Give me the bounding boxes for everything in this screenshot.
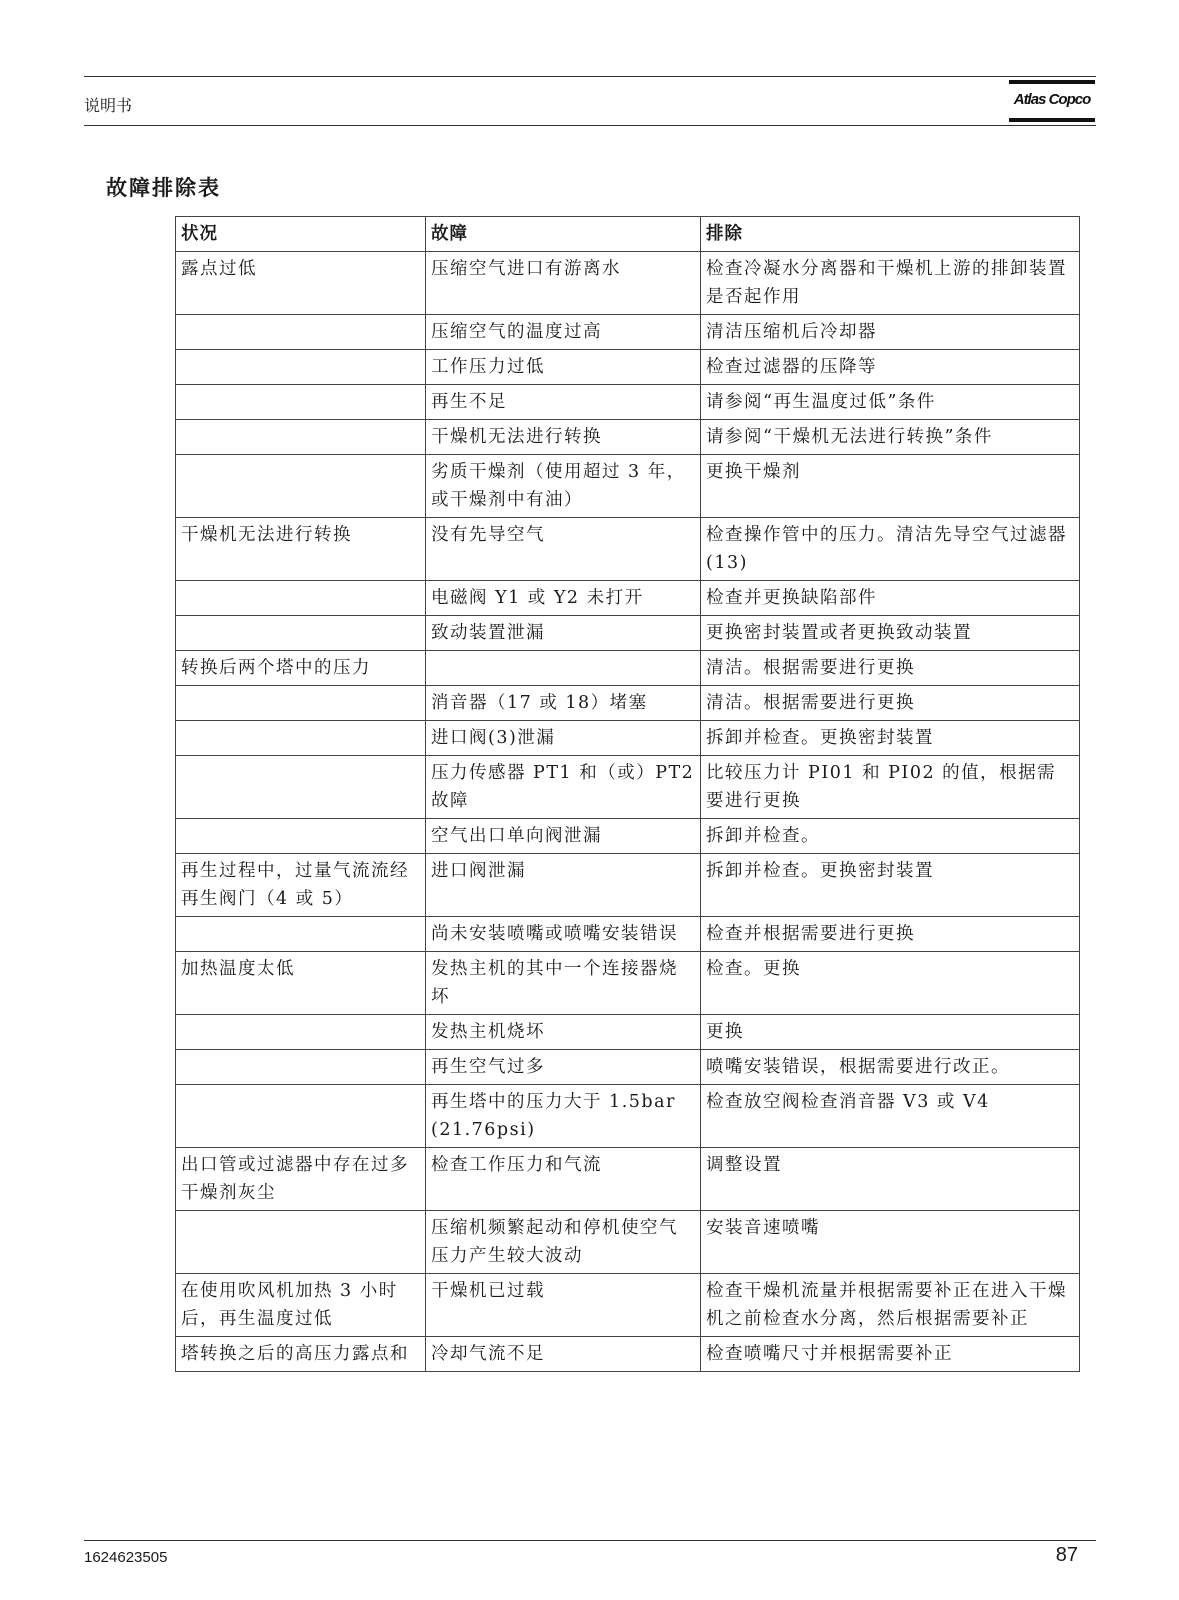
cell-remedy: 请参阅“再生温度过低”条件 — [701, 385, 1080, 420]
table-row — [176, 1050, 1080, 1085]
cell-remedy: 调整设置 — [701, 1148, 1080, 1211]
table-row — [176, 420, 1080, 455]
cell-fault: 压缩空气的温度过高 — [426, 315, 701, 350]
cell-condition — [176, 756, 426, 819]
table-row — [176, 252, 1080, 315]
cell-remedy: 检查冷凝水分离器和干燥机上游的排卸装置是否起作用 — [701, 252, 1080, 315]
cell-condition: 出口管或过滤器中存在过多干燥剂灰尘 — [176, 1148, 426, 1211]
troubleshooting-table — [175, 216, 1080, 1372]
cell-fault: 再生空气过多 — [426, 1050, 701, 1085]
cell-remedy: 检查放空阀检查消音器 V3 或 V4 — [701, 1085, 1080, 1148]
cell-fault: 压缩机频繁起动和停机使空气压力产生较大波动 — [426, 1211, 701, 1274]
cell-condition — [176, 1015, 426, 1050]
cell-fault: 发热主机烧坏 — [426, 1015, 701, 1050]
cell-fault: 劣质干燥剂（使用超过 3 年，或干燥剂中有油） — [426, 455, 701, 518]
footer-rule — [84, 1540, 1096, 1541]
table-row — [176, 315, 1080, 350]
cell-remedy: 拆卸并检查。更换密封装置 — [701, 854, 1080, 917]
cell-remedy: 检查。更换 — [701, 952, 1080, 1015]
cell-remedy: 安装音速喷嘴 — [701, 1211, 1080, 1274]
table-row — [176, 455, 1080, 518]
column-header-fault: 故障 — [426, 217, 701, 252]
cell-condition: 塔转换之后的高压力露点和 — [176, 1337, 426, 1372]
table-row — [176, 1015, 1080, 1050]
cell-condition: 再生过程中，过量气流流经再生阀门（4 或 5） — [176, 854, 426, 917]
cell-fault: 空气出口单向阀泄漏 — [426, 819, 701, 854]
table-row — [176, 581, 1080, 616]
table-body — [176, 252, 1080, 1372]
cell-condition — [176, 1050, 426, 1085]
table-row — [176, 616, 1080, 651]
column-header-remedy: 排除 — [701, 217, 1080, 252]
cell-condition — [176, 315, 426, 350]
header-bottom-rule — [84, 125, 1096, 126]
cell-fault: 再生塔中的压力大于 1.5bar (21.76psi) — [426, 1085, 701, 1148]
cell-fault: 消音器（17 或 18）堵塞 — [426, 686, 701, 721]
column-header-condition: 状况 — [176, 217, 426, 252]
cell-remedy: 比较压力计 PI01 和 PI02 的值，根据需要进行更换 — [701, 756, 1080, 819]
cell-condition: 在使用吹风机加热 3 小时后，再生温度过低 — [176, 1274, 426, 1337]
table-row — [176, 350, 1080, 385]
cell-remedy: 清洁压缩机后冷却器 — [701, 315, 1080, 350]
cell-fault: 电磁阀 Y1 或 Y2 未打开 — [426, 581, 701, 616]
table-row — [176, 651, 1080, 686]
cell-condition — [176, 721, 426, 756]
cell-remedy: 检查过滤器的压降等 — [701, 350, 1080, 385]
table-row — [176, 854, 1080, 917]
cell-remedy: 清洁。根据需要进行更换 — [701, 686, 1080, 721]
cell-condition — [176, 455, 426, 518]
table-row — [176, 1274, 1080, 1337]
table-row — [176, 686, 1080, 721]
cell-condition — [176, 1211, 426, 1274]
cell-condition — [176, 616, 426, 651]
cell-fault: 干燥机无法进行转换 — [426, 420, 701, 455]
cell-condition — [176, 1085, 426, 1148]
cell-remedy: 拆卸并检查。更换密封装置 — [701, 721, 1080, 756]
header-label: 说明书 — [84, 96, 133, 115]
cell-condition: 转换后两个塔中的压力 — [176, 651, 426, 686]
logo-bottom-bar — [1009, 118, 1095, 122]
cell-condition: 露点过低 — [176, 252, 426, 315]
cell-fault: 检查工作压力和气流 — [426, 1148, 701, 1211]
cell-condition — [176, 819, 426, 854]
cell-fault: 压缩空气进口有游离水 — [426, 252, 701, 315]
logo-top-bar — [1009, 80, 1095, 84]
page-number: 87 — [1055, 1544, 1078, 1566]
table-row — [176, 518, 1080, 581]
table-row — [176, 721, 1080, 756]
table-row — [176, 917, 1080, 952]
cell-fault — [426, 651, 701, 686]
cell-condition — [176, 686, 426, 721]
table-row — [176, 1085, 1080, 1148]
table-row — [176, 385, 1080, 420]
table-row — [176, 756, 1080, 819]
cell-condition — [176, 350, 426, 385]
table-row — [176, 1337, 1080, 1372]
cell-condition: 加热温度太低 — [176, 952, 426, 1015]
document-number: 1624623505 — [84, 1549, 168, 1566]
cell-remedy: 请参阅“干燥机无法进行转换”条件 — [701, 420, 1080, 455]
section-title: 故障排除表 — [106, 176, 221, 200]
header-top-rule — [84, 76, 1096, 77]
cell-fault: 干燥机已过载 — [426, 1274, 701, 1337]
cell-fault: 没有先导空气 — [426, 518, 701, 581]
cell-condition: 干燥机无法进行转换 — [176, 518, 426, 581]
atlas-copco-logo — [1009, 80, 1095, 126]
cell-fault: 工作压力过低 — [426, 350, 701, 385]
cell-condition — [176, 917, 426, 952]
cell-fault: 进口阀(3)泄漏 — [426, 721, 701, 756]
table-row — [176, 819, 1080, 854]
cell-remedy: 拆卸并检查。 — [701, 819, 1080, 854]
cell-remedy: 检查并更换缺陷部件 — [701, 581, 1080, 616]
cell-remedy: 更换 — [701, 1015, 1080, 1050]
cell-remedy: 更换密封装置或者更换致动装置 — [701, 616, 1080, 651]
cell-remedy: 检查操作管中的压力。清洁先导空气过滤器(13) — [701, 518, 1080, 581]
cell-condition — [176, 385, 426, 420]
cell-remedy: 清洁。根据需要进行更换 — [701, 651, 1080, 686]
cell-fault: 冷却气流不足 — [426, 1337, 701, 1372]
table-row — [176, 1148, 1080, 1211]
cell-fault: 再生不足 — [426, 385, 701, 420]
cell-condition — [176, 581, 426, 616]
cell-fault: 进口阀泄漏 — [426, 854, 701, 917]
cell-remedy: 喷嘴安装错误，根据需要进行改正。 — [701, 1050, 1080, 1085]
cell-remedy: 检查喷嘴尺寸并根据需要补正 — [701, 1337, 1080, 1372]
cell-remedy: 检查干燥机流量并根据需要补正在进入干燥机之前检查水分离，然后根据需要补正 — [701, 1274, 1080, 1337]
cell-condition — [176, 420, 426, 455]
logo-text: Atlas Copco — [1013, 91, 1091, 108]
cell-fault: 致动装置泄漏 — [426, 616, 701, 651]
table-row — [176, 952, 1080, 1015]
cell-remedy: 检查并根据需要进行更换 — [701, 917, 1080, 952]
cell-fault: 发热主机的其中一个连接器烧坏 — [426, 952, 701, 1015]
table-row — [176, 1211, 1080, 1274]
cell-fault: 压力传感器 PT1 和（或）PT2 故障 — [426, 756, 701, 819]
table-header-row — [176, 217, 1080, 252]
cell-remedy: 更换干燥剂 — [701, 455, 1080, 518]
cell-fault: 尚未安装喷嘴或喷嘴安装错误 — [426, 917, 701, 952]
